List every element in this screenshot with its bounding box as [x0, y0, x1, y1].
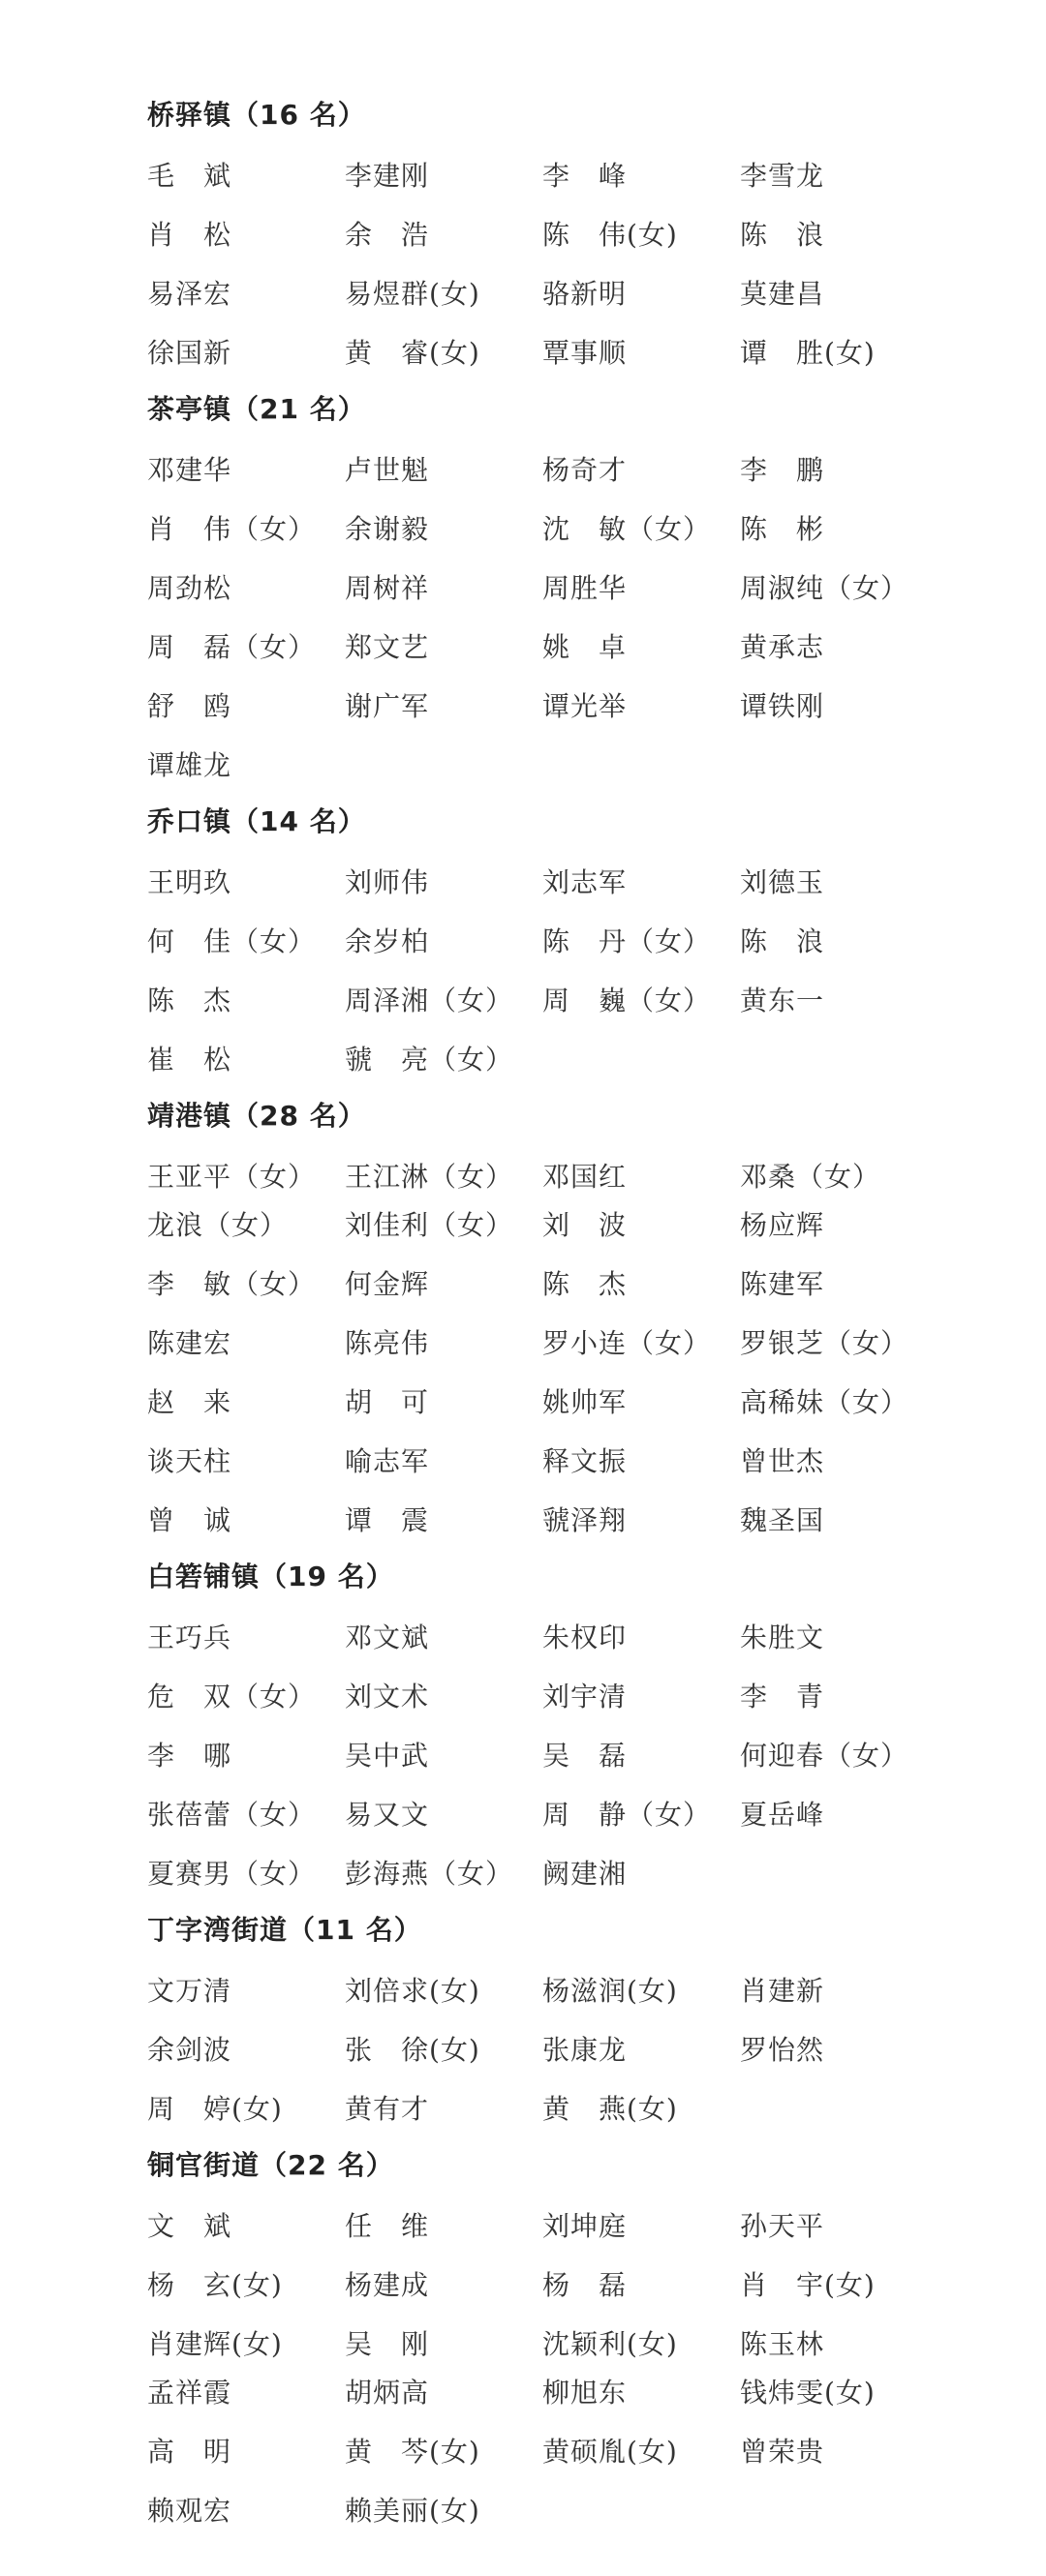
person-name: 陈 杰 — [542, 1268, 628, 1300]
person-name: 刘宇清 — [542, 1681, 628, 1712]
person-name: 卢世魁 — [345, 454, 430, 486]
person-name: 任 维 — [345, 2210, 430, 2242]
person-name: 邓国红 — [542, 1161, 628, 1193]
section-chating — [147, 389, 1046, 802]
person-name: 陈 彬 — [740, 513, 825, 545]
person-name: 刘佳利（女） — [345, 1209, 514, 1241]
person-name: 郑文艺 — [345, 631, 430, 663]
person-name: 易煜群(女) — [345, 278, 480, 310]
person-name: 刘德玉 — [740, 866, 825, 898]
person-name: 杨滋润(女) — [542, 1975, 678, 2007]
name-row — [147, 1968, 1046, 2027]
name-row — [147, 1792, 1046, 1851]
person-name: 王江淋（女） — [345, 1161, 514, 1193]
person-name: 喻志军 — [345, 1445, 430, 1477]
name-row — [147, 1851, 1046, 1910]
person-name: 赖美丽(女) — [345, 2495, 480, 2527]
person-name: 李 敏（女） — [147, 1268, 317, 1300]
person-name: 周淑纯（女） — [740, 572, 909, 604]
section-heading: 白箬铺镇（19 名） — [147, 1561, 394, 1592]
name-row — [147, 1439, 1046, 1498]
person-name: 肖建新 — [740, 1975, 825, 2007]
name-row — [147, 2429, 1046, 2488]
name-row — [147, 1154, 1046, 1202]
person-name: 骆新明 — [542, 278, 628, 310]
person-name: 魏圣国 — [740, 1504, 825, 1536]
person-name: 刘师伟 — [345, 866, 430, 898]
name-row — [147, 1037, 1046, 1096]
name-row — [147, 212, 1046, 271]
person-name: 李雪龙 — [740, 160, 825, 192]
person-name: 胡炳高 — [345, 2377, 430, 2409]
person-name: 崔 松 — [147, 1044, 232, 1076]
person-name: 陈建军 — [740, 1268, 825, 1300]
person-name: 周树祥 — [345, 572, 430, 604]
person-name: 杨奇才 — [542, 454, 628, 486]
name-row — [147, 330, 1046, 389]
person-name: 刘坤庭 — [542, 2210, 628, 2242]
person-name: 周 静（女） — [542, 1799, 712, 1831]
person-name: 徐国新 — [147, 337, 232, 369]
person-name: 虢泽翔 — [542, 1504, 628, 1536]
person-name: 黄东一 — [740, 985, 825, 1016]
person-name: 邓文斌 — [345, 1621, 430, 1653]
person-name: 杨建成 — [345, 2269, 430, 2301]
person-name: 余 浩 — [345, 219, 430, 251]
person-name: 余岁柏 — [345, 925, 430, 957]
person-name: 文万清 — [147, 1975, 232, 2007]
name-row — [147, 2488, 1046, 2547]
section-tongguan — [147, 2145, 1046, 2547]
person-name: 胡 可 — [345, 1386, 430, 1418]
name-row — [147, 2027, 1046, 2086]
person-name: 黄硕胤(女) — [542, 2436, 678, 2468]
name-row — [147, 1202, 1046, 1261]
section-heading: 乔口镇（14 名） — [147, 805, 366, 837]
name-row — [147, 2321, 1046, 2370]
person-name: 龙浪（女） — [147, 1209, 289, 1241]
person-name: 谭铁刚 — [740, 690, 825, 722]
person-name: 陈建宏 — [147, 1327, 232, 1359]
person-name: 肖 宇(女) — [740, 2269, 876, 2301]
person-name: 覃事顺 — [542, 337, 628, 369]
person-name: 朱权印 — [542, 1621, 628, 1653]
name-row — [147, 624, 1046, 683]
person-name: 莫建昌 — [740, 278, 825, 310]
person-name: 陈玉林 — [740, 2328, 825, 2360]
person-name: 黄 燕(女) — [542, 2093, 678, 2125]
person-name: 赖观宏 — [147, 2495, 232, 2527]
name-row — [147, 1261, 1046, 1320]
person-name: 夏岳峰 — [740, 1799, 825, 1831]
name-row — [147, 1615, 1046, 1674]
person-name: 谭 胜(女) — [740, 337, 876, 369]
person-name: 周泽湘（女） — [345, 985, 514, 1016]
person-name: 沈颖利(女) — [542, 2328, 678, 2360]
person-name: 姚 卓 — [542, 631, 628, 663]
person-name: 黄 芩(女) — [345, 2436, 480, 2468]
person-name: 杨应辉 — [740, 1209, 825, 1241]
person-name: 肖 伟（女） — [147, 513, 317, 545]
person-name: 曾 诚 — [147, 1504, 232, 1536]
name-row — [147, 742, 1046, 802]
person-name: 毛 斌 — [147, 160, 232, 192]
name-row — [147, 683, 1046, 742]
section-bairuopu — [147, 1557, 1046, 1910]
name-row — [147, 978, 1046, 1037]
name-row — [147, 2203, 1046, 2262]
person-name: 李 哪 — [147, 1740, 232, 1772]
person-name: 危 双（女） — [147, 1681, 317, 1712]
person-name: 谈天柱 — [147, 1445, 232, 1477]
name-row — [147, 1498, 1046, 1557]
name-row — [147, 1733, 1046, 1792]
person-name: 钱炜雯(女) — [740, 2377, 876, 2409]
person-name: 李 鹏 — [740, 454, 825, 486]
name-row — [147, 153, 1046, 212]
person-name: 周胜华 — [542, 572, 628, 604]
person-name: 王亚平（女） — [147, 1161, 317, 1193]
person-name: 黄有才 — [345, 2093, 430, 2125]
person-name: 刘 波 — [542, 1209, 628, 1241]
person-name: 刘文术 — [345, 1681, 430, 1712]
name-row — [147, 447, 1046, 506]
person-name: 余谢毅 — [345, 513, 430, 545]
person-name: 陈 丹（女） — [542, 925, 712, 957]
person-name: 易又文 — [345, 1799, 430, 1831]
section-qiaokou — [147, 802, 1046, 1096]
name-row — [147, 506, 1046, 565]
person-name: 余剑波 — [147, 2034, 232, 2066]
person-name: 谭雄龙 — [147, 749, 232, 781]
person-name: 虢 亮（女） — [345, 1044, 514, 1076]
section-heading: 靖港镇（28 名） — [147, 1100, 366, 1132]
person-name: 何 佳（女） — [147, 925, 317, 957]
person-name: 邓建华 — [147, 454, 232, 486]
section-heading: 铜官街道（22 名） — [147, 2149, 394, 2181]
person-name: 罗怡然 — [740, 2034, 825, 2066]
person-name: 曾荣贵 — [740, 2436, 825, 2468]
person-name: 周劲松 — [147, 572, 232, 604]
person-name: 王明玖 — [147, 866, 232, 898]
person-name: 陈 浪 — [740, 219, 825, 251]
person-name: 吴 磊 — [542, 1740, 628, 1772]
person-name: 黄承志 — [740, 631, 825, 663]
person-name: 李建刚 — [345, 160, 430, 192]
person-name: 姚帅军 — [542, 1386, 628, 1418]
person-name: 夏赛男（女） — [147, 1858, 317, 1890]
person-name: 何金辉 — [345, 1268, 430, 1300]
name-row — [147, 2086, 1046, 2145]
name-row — [147, 1674, 1046, 1733]
person-name: 陈 浪 — [740, 925, 825, 957]
section-heading: 丁字湾街道（11 名） — [147, 1914, 422, 1946]
section-jinggang — [147, 1096, 1046, 1557]
person-name: 孙天平 — [740, 2210, 825, 2242]
name-row — [147, 1379, 1046, 1439]
person-name: 阙建湘 — [542, 1858, 628, 1890]
person-name: 谭 震 — [345, 1504, 430, 1536]
person-name: 孟祥霞 — [147, 2377, 232, 2409]
person-name: 杨 磊 — [542, 2269, 628, 2301]
person-name: 彭海燕（女） — [345, 1858, 514, 1890]
person-name: 王巧兵 — [147, 1621, 232, 1653]
person-name: 李 青 — [740, 1681, 825, 1712]
person-name: 陈 伟(女) — [542, 219, 678, 251]
section-dingziwan — [147, 1910, 1046, 2145]
person-name: 何迎春（女） — [740, 1740, 909, 1772]
person-name: 柳旭东 — [542, 2377, 628, 2409]
name-row — [147, 860, 1046, 919]
name-row — [147, 2262, 1046, 2321]
person-name: 陈 杰 — [147, 985, 232, 1016]
person-name: 陈亮伟 — [345, 1327, 430, 1359]
person-name: 肖建辉(女) — [147, 2328, 283, 2360]
name-row — [147, 271, 1046, 330]
name-row — [147, 1320, 1046, 1379]
person-name: 罗小连（女） — [542, 1327, 712, 1359]
person-name: 曾世杰 — [740, 1445, 825, 1477]
person-name: 周 磊（女） — [147, 631, 317, 663]
person-name: 黄 睿(女) — [345, 337, 480, 369]
person-name: 易泽宏 — [147, 278, 232, 310]
person-name: 刘倍求(女) — [345, 1975, 480, 2007]
person-name: 肖 松 — [147, 219, 232, 251]
person-name: 文 斌 — [147, 2210, 232, 2242]
name-row — [147, 919, 1046, 978]
person-name: 高 明 — [147, 2436, 232, 2468]
person-name: 刘志军 — [542, 866, 628, 898]
name-row — [147, 565, 1046, 624]
person-name: 高稀妹（女） — [740, 1386, 909, 1418]
section-heading: 茶亭镇（21 名） — [147, 393, 366, 425]
person-name: 罗银芝（女） — [740, 1327, 909, 1359]
person-name: 李 峰 — [542, 160, 628, 192]
section-heading: 桥驿镇（16 名） — [147, 99, 366, 131]
person-name: 张康龙 — [542, 2034, 628, 2066]
person-name: 朱胜文 — [740, 1621, 825, 1653]
person-name: 谢广军 — [345, 690, 430, 722]
person-name: 张 徐(女) — [345, 2034, 480, 2066]
person-name: 周 婷(女) — [147, 2093, 283, 2125]
person-name: 舒 鸥 — [147, 690, 232, 722]
person-name: 邓桑（女） — [740, 1161, 881, 1193]
name-row — [147, 2370, 1046, 2429]
person-name: 谭光举 — [542, 690, 628, 722]
person-name: 赵 来 — [147, 1386, 232, 1418]
person-name: 释文振 — [542, 1445, 628, 1477]
person-name: 沈 敏（女） — [542, 513, 712, 545]
section-qiaoyi — [147, 95, 1046, 389]
person-name: 杨 玄(女) — [147, 2269, 283, 2301]
person-name: 吴 刚 — [345, 2328, 430, 2360]
person-name: 吴中武 — [345, 1740, 430, 1772]
person-name: 周 巍（女） — [542, 985, 712, 1016]
person-name: 张蓓蕾（女） — [147, 1799, 317, 1831]
